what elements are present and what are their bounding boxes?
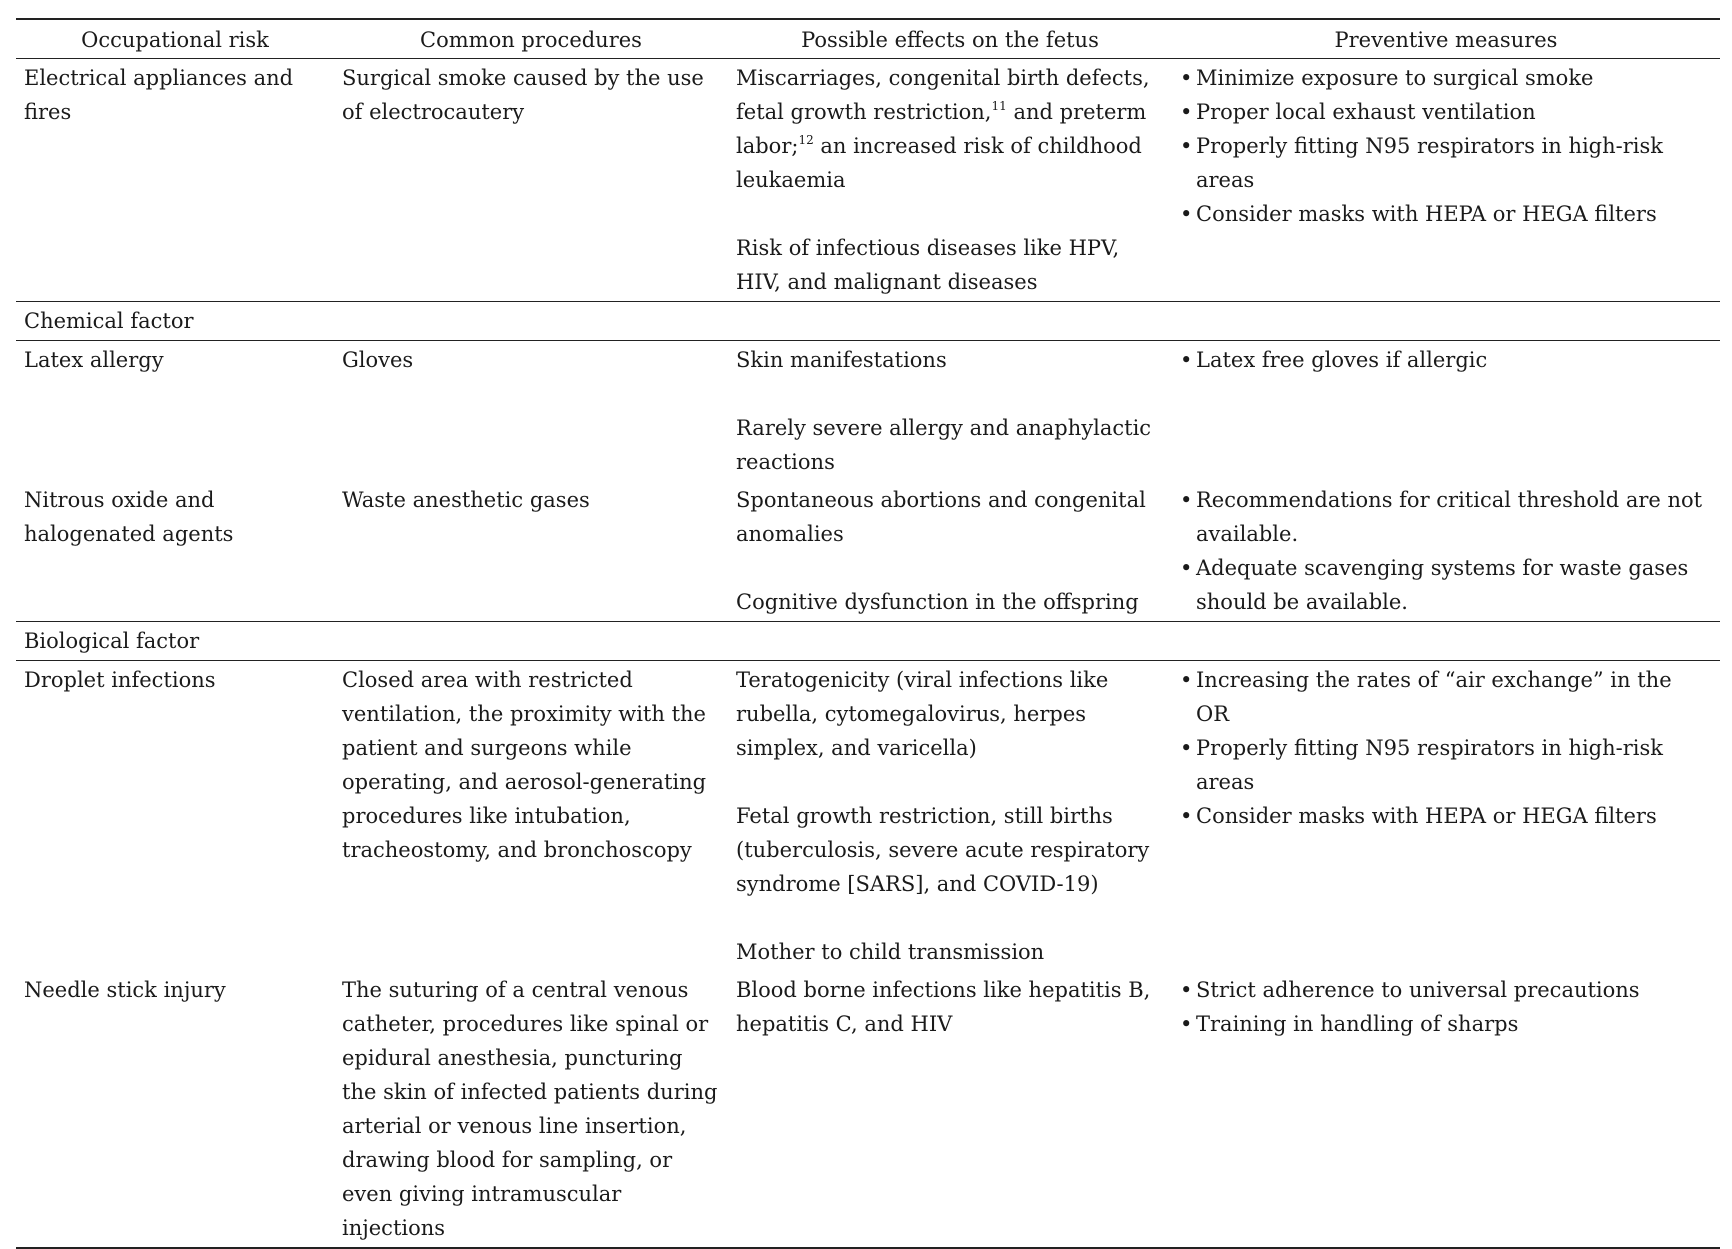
- reference-12[interactable]: 12: [798, 133, 814, 147]
- effect-paragraph: Rarely severe allergy and anaphylactic reactions: [736, 416, 1152, 474]
- measures-list: [1180, 483, 1710, 619]
- occupational-risk-table: [16, 18, 1720, 1249]
- effects-cell: [728, 59, 1172, 302]
- effect-paragraph: Blood borne infections like hepatitis B, hepatitis C, and HIV: [736, 978, 1151, 1036]
- measure-item: • Properly fitting N95 respirators in high-risk areas: [1180, 731, 1710, 799]
- table-row-droplet: [16, 661, 1720, 972]
- section-label: Biological factor: [16, 622, 1720, 661]
- measure-item: • Minimize exposure to surgical smoke: [1180, 61, 1710, 95]
- section-label: Chemical factor: [16, 302, 1720, 341]
- procedures-cell: Surgical smoke caused by the use of electrocautery: [342, 66, 704, 124]
- document-page: [16, 18, 1720, 1249]
- measures-list: [1180, 973, 1710, 1041]
- section-row-biological: [16, 622, 1720, 661]
- measure-item: • Consider masks with HEPA or HEGA filters: [1180, 799, 1710, 833]
- table-row-latex: [16, 341, 1720, 482]
- measure-item: • Proper local exhaust ventilation: [1180, 95, 1710, 129]
- effect-paragraph: Skin manifestations: [736, 348, 947, 372]
- table-row-needle-stick: [16, 971, 1720, 1248]
- risk-cell: Electrical appliances and fires: [24, 66, 294, 124]
- measures-list: [1180, 663, 1710, 833]
- effect-paragraph: Mother to child transmission: [736, 940, 1045, 964]
- effects-cell: [728, 971, 1172, 1248]
- measure-item: • Strict adherence to universal precautions: [1180, 973, 1710, 1007]
- effect-paragraph: Miscarriages, congenital birth defects, fetal growth restriction,$^{11}$ and preterm labor;$^{12}$ an increased risk of childhood leukaemia: [736, 66, 1150, 192]
- measures-cell: [1172, 661, 1720, 972]
- header-common-procedures: Common procedures: [334, 19, 728, 59]
- risk-cell: Needle stick injury: [16, 971, 334, 1248]
- header-occupational-risk: Occupational risk: [16, 19, 334, 59]
- effects-cell: [728, 481, 1172, 622]
- table-row-electrical: [16, 59, 1720, 302]
- table-header-row: [16, 19, 1720, 59]
- risk-cell: Nitrous oxide and halogenated agents: [24, 488, 234, 546]
- measures-cell: [1172, 341, 1720, 482]
- procedures-cell: The suturing of a central venous catheter, procedures like spinal or epidural anesthesia, puncturing the skin of infected patients during arterial or venous line insertion, drawing blood for sampling, or even giving intramuscular injections: [334, 971, 728, 1248]
- risk-cell: Droplet infections: [24, 668, 216, 692]
- header-preventive-measures: Preventive measures: [1172, 19, 1720, 59]
- measure-item: • Training in handling of sharps: [1180, 1007, 1710, 1041]
- measures-cell: [1172, 971, 1720, 1248]
- measure-item: • Recommendations for critical threshold are not available.: [1180, 483, 1710, 551]
- effect-paragraph: Teratogenicity (viral infections like rubella, cytomegalovirus, herpes simplex, and varicella): [736, 668, 1109, 760]
- measures-list: [1180, 343, 1710, 377]
- effect-paragraph: Risk of infectious diseases like HPV, HIV, and malignant diseases: [736, 236, 1120, 294]
- measures-list: [1180, 61, 1710, 231]
- measures-cell: [1172, 59, 1720, 302]
- measure-item: • Adequate scavenging systems for waste gases should be available.: [1180, 551, 1710, 619]
- effect-paragraph: Spontaneous abortions and congenital anomalies: [736, 488, 1146, 546]
- reference-11[interactable]: 11: [991, 99, 1007, 113]
- measure-item: • Increasing the rates of “air exchange” in the OR: [1180, 663, 1710, 731]
- procedures-cell: Gloves: [342, 348, 414, 372]
- measures-cell: [1172, 481, 1720, 622]
- effects-cell: [728, 661, 1172, 972]
- header-possible-effects: Possible effects on the fetus: [728, 19, 1172, 59]
- measure-item: • Latex free gloves if allergic: [1180, 343, 1710, 377]
- effect-paragraph: Cognitive dysfunction in the offspring: [736, 590, 1139, 614]
- effects-cell: [728, 341, 1172, 482]
- risk-cell: Latex allergy: [24, 348, 164, 372]
- measure-item: • Properly fitting N95 respirators in high-risk areas: [1180, 129, 1710, 197]
- table-row-nitrous-oxide: [16, 481, 1720, 622]
- procedures-cell: Waste anesthetic gases: [342, 488, 590, 512]
- measure-item: • Consider masks with HEPA or HEGA filters: [1180, 197, 1710, 231]
- effect-paragraph: Fetal growth restriction, still births (tuberculosis, severe acute respiratory syndrome [SARS], and COVID-19): [736, 804, 1150, 896]
- section-row-chemical: [16, 302, 1720, 341]
- procedures-cell: Closed area with restricted ventilation, the proximity with the patient and surgeons while operating, and aerosol-generating procedures like intubation, tracheostomy, and bronchoscopy: [342, 668, 707, 862]
